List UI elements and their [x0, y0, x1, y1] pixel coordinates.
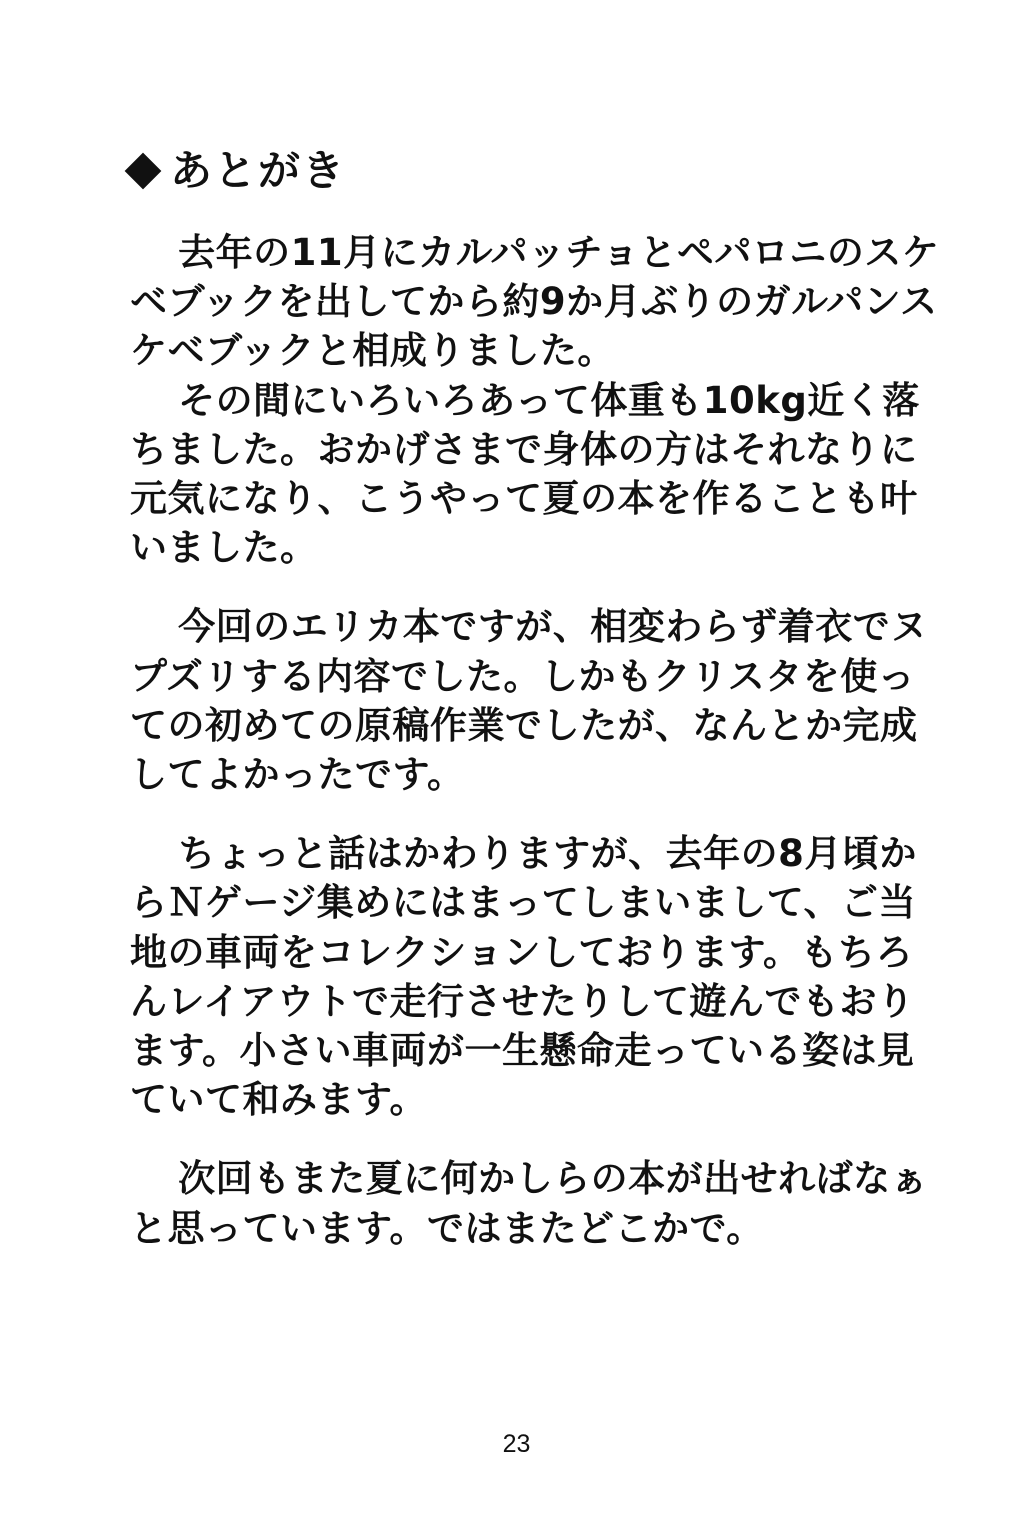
black-diamond-icon: [125, 153, 162, 190]
paragraph-spacer: [130, 572, 940, 602]
afterword-section: [130, 146, 940, 1253]
paragraph-2: その間にいろいろあって体重も10kg近く落ちました。おかげさまで身体の方はそれなりに元気になり、こうやって夏の本を作ることも叶いました。: [130, 378, 920, 570]
paragraph-spacer: [130, 1124, 940, 1154]
paragraph-spacer: [130, 799, 940, 829]
paragraph-5: 次回もまた夏に何かしらの本が出せればなぁと思っています。ではまたどこかで。: [130, 1157, 929, 1250]
paragraph-1: 去年の11月にカルパッチョとペパロニのスケベブックを出してから約9か月ぶりのガルパンスケベブックと相成りました。: [130, 231, 940, 373]
page-number: 23: [502, 1430, 531, 1458]
page-title: [130, 146, 940, 195]
page-title-text: あとがき: [170, 146, 347, 195]
paragraph-3: 今回のエリカ本ですが、相変わらず着衣でヌプズリする内容でした。しかもクリスタを使っての初めての原稿作業でしたが、なんとか完成してよかったです。: [130, 605, 928, 797]
paragraph-4: ちょっと話はかわりますが、去年の8月頃からＮゲージ集めにはまってしまいまして、ご当地の車両をコレクションしております。もちろんレイアウトで走行させたりして遊んでもおります。小さい車両が一生懸命走っている姿は見ていて和みます。: [130, 832, 917, 1122]
